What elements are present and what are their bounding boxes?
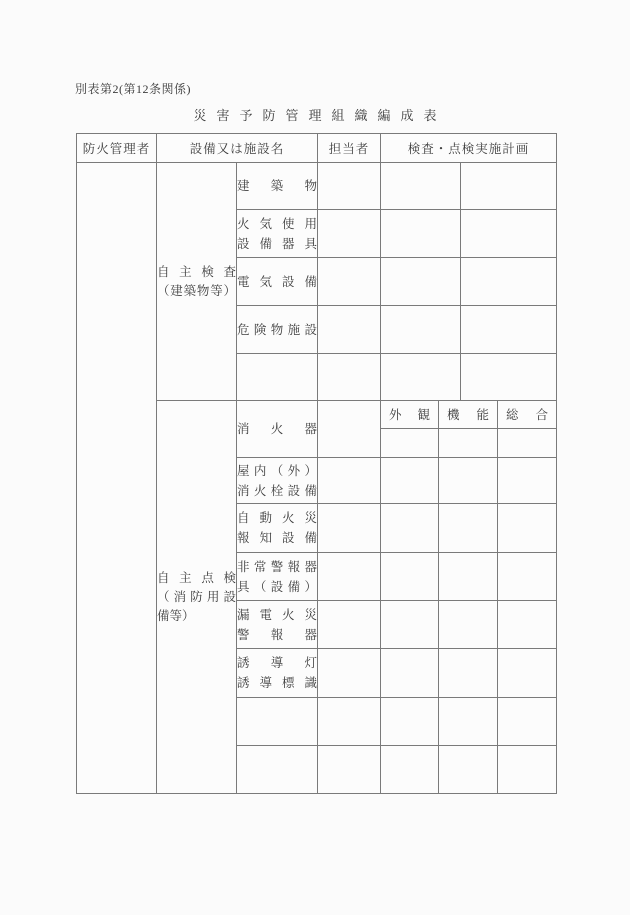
plan-cell bbox=[498, 746, 557, 794]
plan-cell bbox=[498, 458, 557, 504]
item-hazmat-facility: 危険物施設 bbox=[237, 306, 318, 354]
page-title: 災害予防管理組織編成表 bbox=[193, 108, 447, 123]
header-equipment-name: 設備又は施設名 bbox=[157, 134, 318, 163]
plan-cell bbox=[381, 163, 461, 210]
group-self-check-fire-equipment bbox=[157, 401, 237, 794]
plan-cell bbox=[381, 210, 461, 258]
plan-cell bbox=[439, 746, 498, 794]
item-fire-extinguisher: 消火器 bbox=[237, 401, 318, 458]
item-automatic-fire-alarm: 自動火災 報知設備 bbox=[237, 504, 318, 553]
item-guide-light: 誘導灯 誘導標識 bbox=[237, 649, 318, 698]
plan-cell bbox=[381, 354, 461, 401]
group-label-line: （消防用設 bbox=[157, 589, 236, 604]
plan-cell bbox=[381, 553, 439, 601]
person-cell bbox=[318, 601, 381, 649]
person-cell bbox=[318, 746, 381, 794]
person-cell bbox=[318, 458, 381, 504]
document-reference: 別表第2(第12条関係) bbox=[75, 82, 191, 96]
plan-cell bbox=[498, 504, 557, 553]
person-cell bbox=[318, 649, 381, 698]
plan-cell bbox=[461, 258, 557, 306]
group-self-inspection-buildings bbox=[157, 163, 237, 401]
plan-cell bbox=[381, 698, 439, 746]
group-label-line: 自主検査 bbox=[157, 264, 236, 279]
plan-cell bbox=[381, 258, 461, 306]
plan-cell bbox=[461, 210, 557, 258]
person-cell bbox=[318, 163, 381, 210]
item-indoor-outdoor-hydrant: 屋内（外） 消火栓設備 bbox=[237, 458, 318, 504]
plan-cell bbox=[439, 504, 498, 553]
plan-cell bbox=[381, 746, 439, 794]
subheader-function: 機能 bbox=[439, 401, 498, 429]
plan-cell bbox=[381, 504, 439, 553]
plan-cell bbox=[381, 649, 439, 698]
person-cell bbox=[318, 401, 381, 458]
plan-cell bbox=[461, 306, 557, 354]
plan-cell bbox=[498, 698, 557, 746]
plan-cell bbox=[439, 698, 498, 746]
item-cell-blank bbox=[237, 698, 318, 746]
plan-cell bbox=[498, 429, 557, 458]
person-cell bbox=[318, 504, 381, 553]
header-person-in-charge: 担当者 bbox=[318, 134, 381, 163]
item-cell-blank bbox=[237, 746, 318, 794]
plan-cell bbox=[439, 429, 498, 458]
plan-cell bbox=[381, 458, 439, 504]
plan-cell bbox=[381, 601, 439, 649]
person-cell bbox=[318, 306, 381, 354]
person-cell bbox=[318, 210, 381, 258]
plan-cell bbox=[439, 601, 498, 649]
header-inspection-plan: 検査・点検実施計画 bbox=[381, 134, 557, 163]
plan-cell bbox=[381, 429, 439, 458]
person-cell bbox=[318, 354, 381, 401]
plan-cell bbox=[439, 649, 498, 698]
person-cell bbox=[318, 698, 381, 746]
fire-manager-cell bbox=[77, 163, 157, 794]
item-leakage-fire-alarm: 漏電火災 警報器 bbox=[237, 601, 318, 649]
plan-cell bbox=[498, 553, 557, 601]
header-fire-manager: 防火管理者 bbox=[77, 134, 157, 163]
group-label-line: 備等） bbox=[157, 608, 195, 623]
plan-cell bbox=[461, 163, 557, 210]
group-label-line: （建築物等） bbox=[157, 283, 236, 298]
plan-cell bbox=[381, 306, 461, 354]
item-fire-use-equipment: 火気使用 設備器具 bbox=[237, 210, 318, 258]
plan-cell bbox=[439, 458, 498, 504]
plan-cell bbox=[461, 354, 557, 401]
table-header-row bbox=[77, 134, 557, 163]
plan-cell bbox=[498, 649, 557, 698]
item-building: 建築物 bbox=[237, 163, 318, 210]
person-cell bbox=[318, 258, 381, 306]
item-emergency-alarm: 非常警報器 具（設備） bbox=[237, 553, 318, 601]
plan-cell bbox=[498, 601, 557, 649]
plan-cell bbox=[439, 553, 498, 601]
item-cell-blank bbox=[237, 354, 318, 401]
group-label-line: 自主点検 bbox=[157, 570, 236, 585]
subheader-appearance: 外観 bbox=[381, 401, 439, 429]
organization-table bbox=[76, 133, 557, 794]
person-cell bbox=[318, 553, 381, 601]
item-electrical-equipment: 電気設備 bbox=[237, 258, 318, 306]
subheader-comprehensive: 総合 bbox=[498, 401, 557, 429]
table-row bbox=[77, 163, 557, 210]
